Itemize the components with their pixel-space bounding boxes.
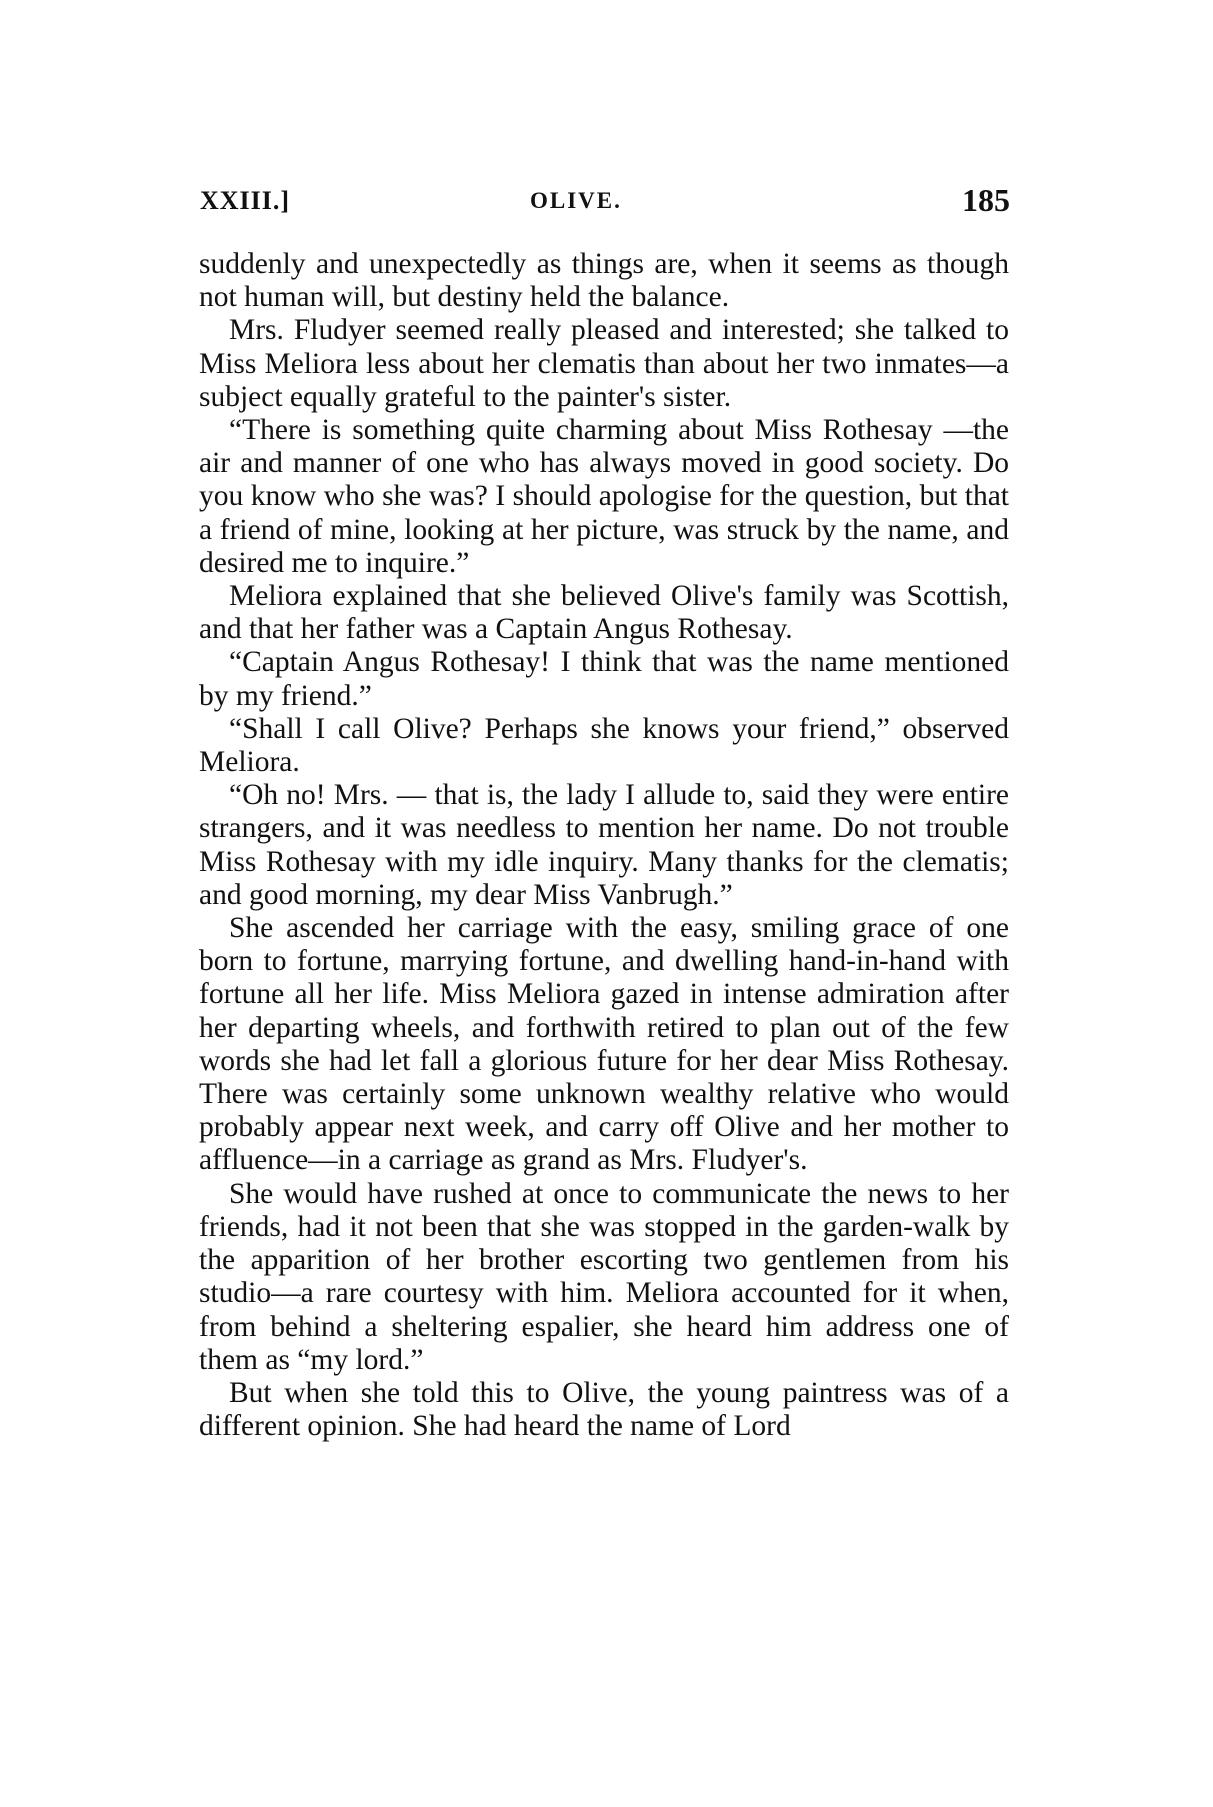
paragraph: “Oh no! Mrs. — that is, the lady I allude to, said they were entire strangers, and it was needless to mention her name. Do not trouble Miss Rothesay with my idle inquiry. Many thanks for the clematis; and good morning, my dear Miss Vanbrugh.” (199, 779, 1009, 911)
running-title: OLIVE. (530, 188, 622, 213)
chapter-marker: XXIII.] (200, 186, 291, 215)
paragraph: “Captain Angus Rothesay! I think that was the name mentioned by my friend.” (199, 646, 1009, 712)
paragraph: “Shall I call Olive? Perhaps she knows your friend,” observed Meliora. (199, 712, 1009, 779)
paragraph: She would have rushed at once to communicate the news to her friends, had it not been that she was stopped in the garden-walk by the apparition of her brother escorting two gentlemen from his studio—a rare courtesy with him. Meliora accounted for it when, from behind a sheltering espalier, she heard him address one of them as “my lord.” (199, 1177, 1009, 1376)
page-body (199, 248, 1009, 1443)
paragraph: Meliora explained that she believed Olive's family was Scottish, and that her father was a Captain Angus Rothesay. (199, 580, 1009, 646)
paragraph-continuation: suddenly and unexpectedly as things are, when it seems as though not human will, but destiny held the balance. (199, 248, 1009, 314)
running-header (200, 182, 1010, 226)
paragraph: But when she told this to Olive, the young paintress was of a different opinion. She had heard the name of Lord (199, 1376, 1009, 1443)
paragraph: She ascended her carriage with the easy, smiling grace of one born to fortune, marrying fortune, and dwelling hand-in-hand with fortune all her life. Miss Meliora gazed in intense admiration after her departing wheels, and forthwith retired to plan out of the few words she had let fall a glorious future for her dear Miss Rothesay. There was certainly some unknown wealthy relative who would probably appear next week, and carry off Olive and her mother to affluence—in a carriage as grand as Mrs. Fludyer's. (199, 912, 1009, 1177)
page-number: 185 (962, 182, 1010, 218)
paragraph: “There is something quite charming about Miss Rothesay —the air and manner of one who has always moved in good society. Do you know who she was? I should apologise for the question, but that a friend of mine, looking at her picture, was struck by the name, and desired me to inquire.” (199, 414, 1009, 579)
paragraph: Mrs. Fludyer seemed really pleased and interested; she talked to Miss Meliora less about her clematis than about her two inmates—a subject equally grateful to the painter's sister. (199, 314, 1009, 413)
